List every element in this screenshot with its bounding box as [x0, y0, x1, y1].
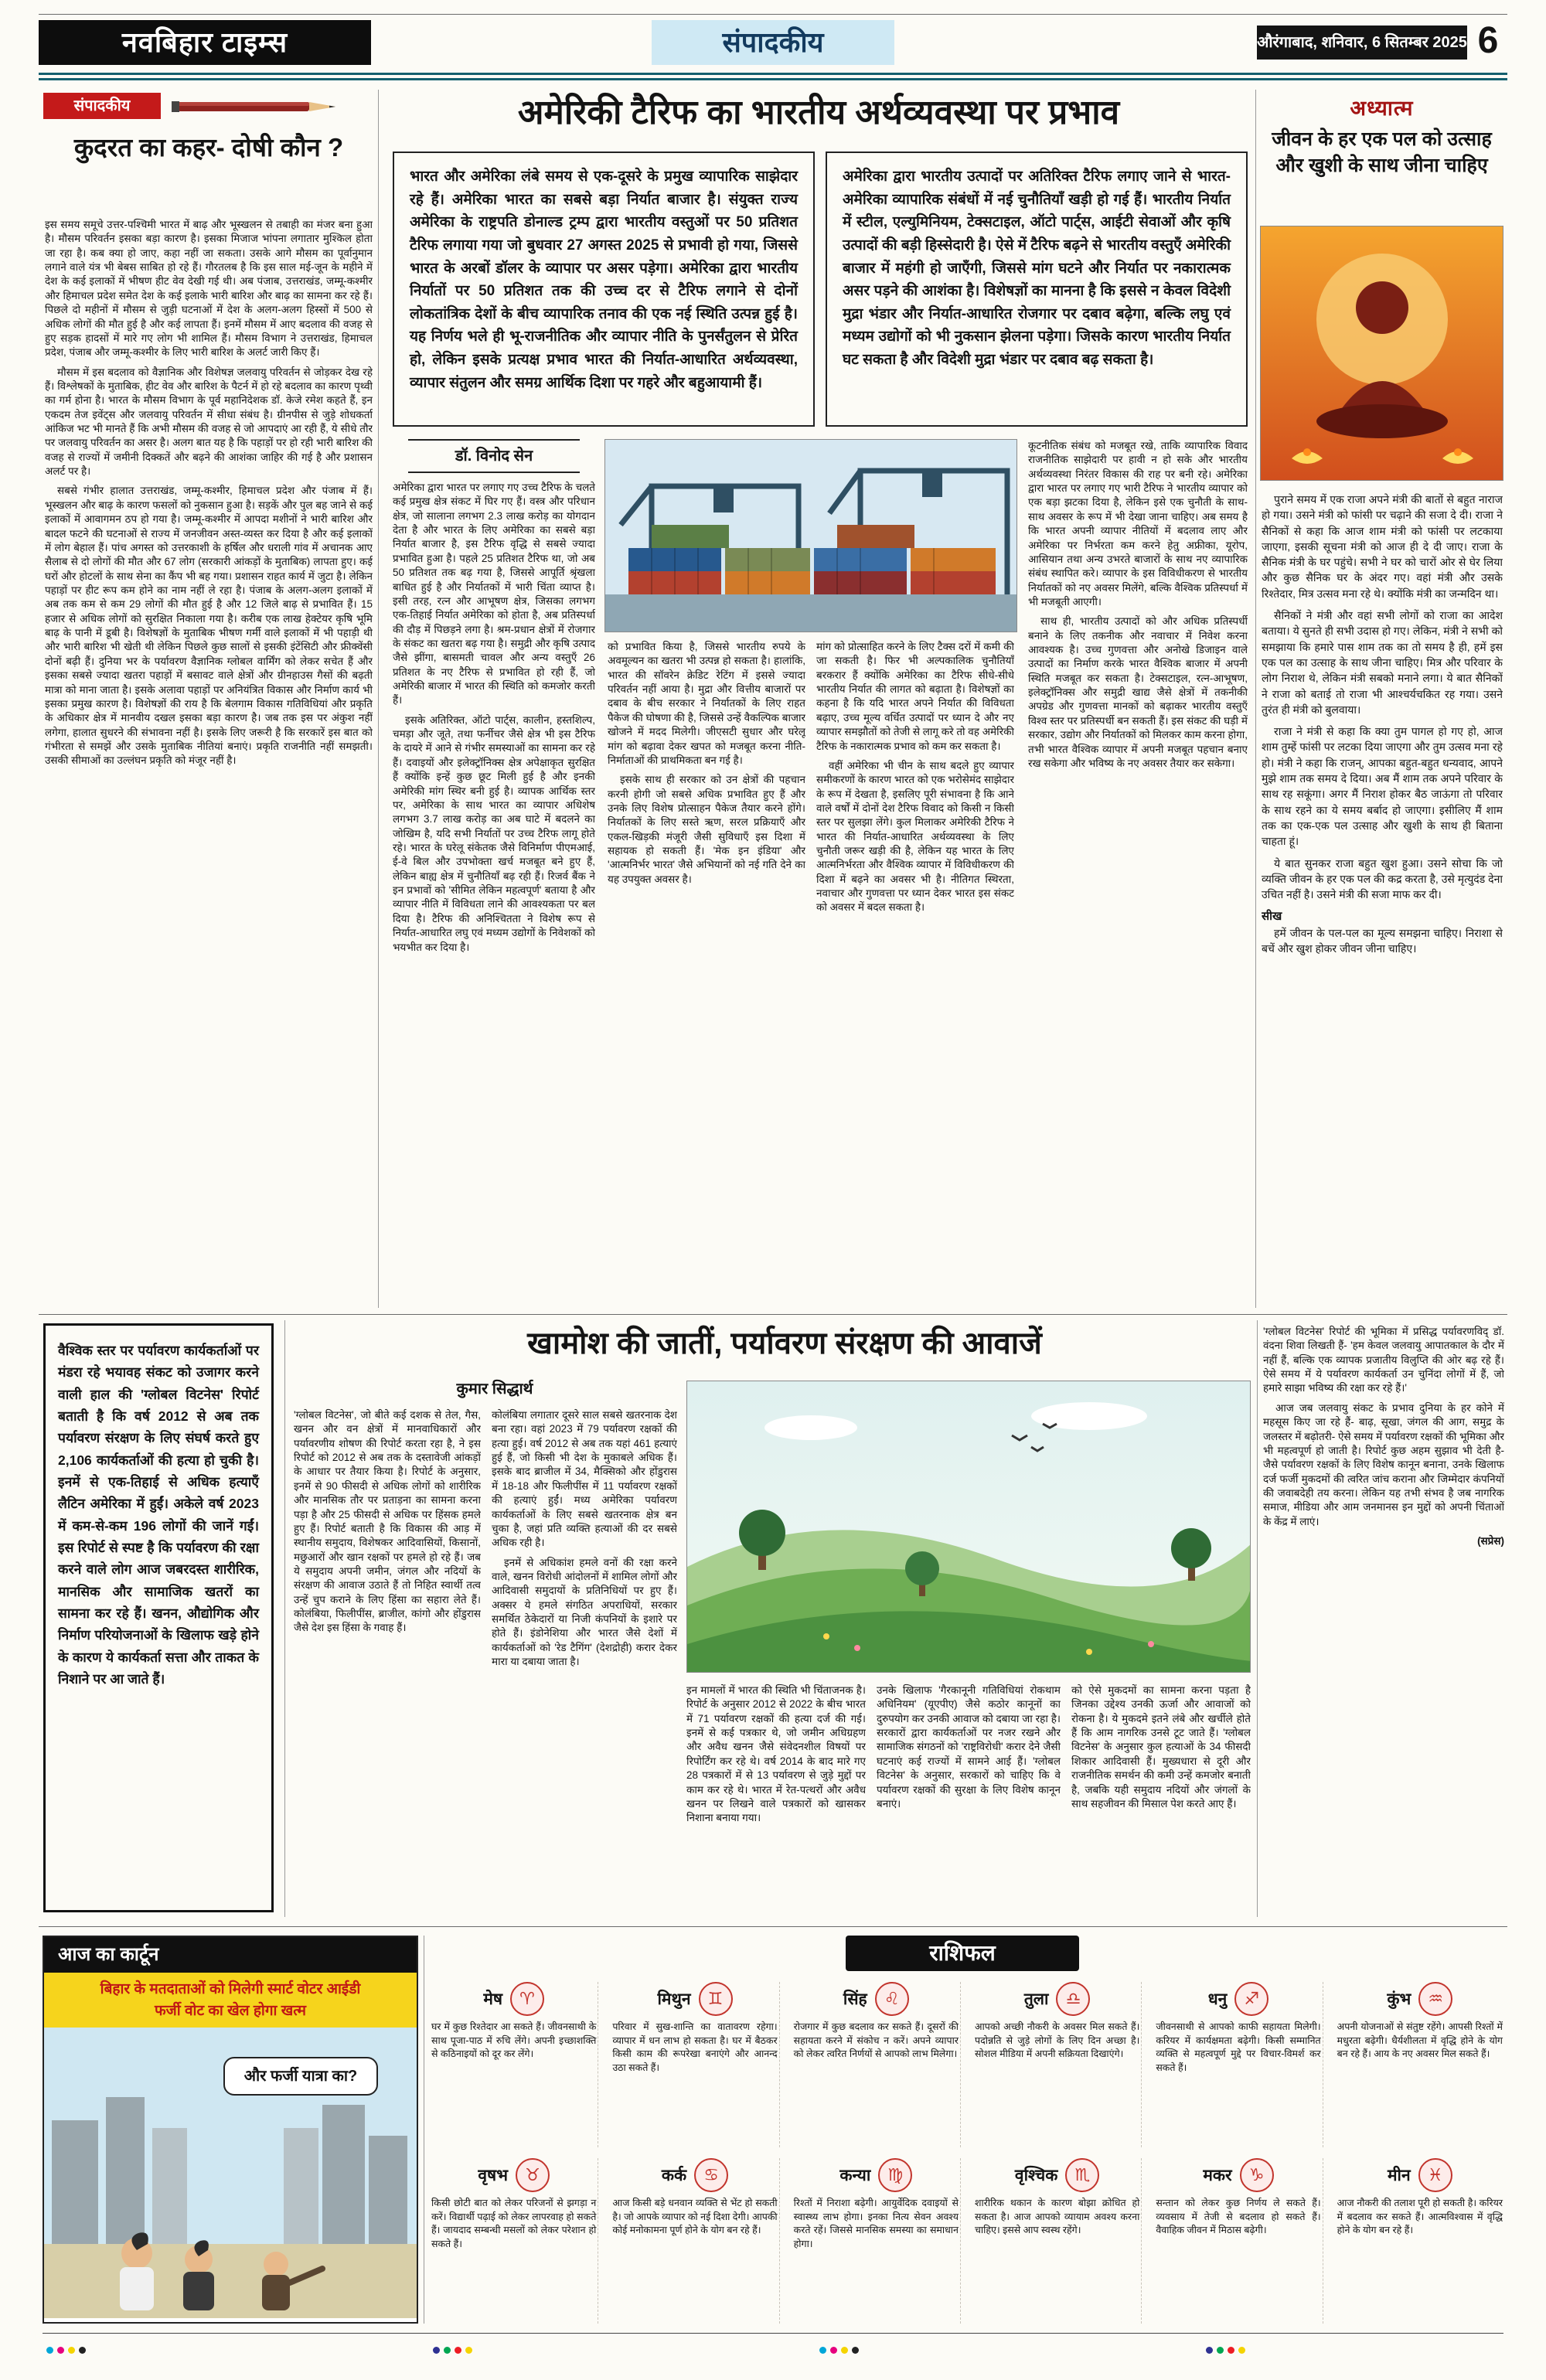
- spiritual-illustration: [1261, 226, 1503, 481]
- zodiac-text: अपनी योजनाओं से संतुष्ट रहेंगे। आपसी रिश्तों में मधुरता बढ़ेगी। धैर्यशीलता में वृद्धि होने के योग बन रहे हैं। आय के नए अवसर मिल सकते हैं।: [1337, 2021, 1503, 2059]
- paragraph: मांग को प्रोत्साहित करने के लिए टैक्स दरों में कमी की जा सकती है। फिर भी अल्पकालिक चुनौतियाँ बरकरार हैं क्योंकि अमेरिका का टैरिफ सीधे-सीधे भारतीय निर्यात की लागत को बढ़ाता है। विशेषज्ञों का कहना है कि यदि भारत अपने निर्यात की विविधता बढ़ाए, उच्च मूल्य वर्धित उत्पादों पर ध्यान दे और नए व्यापार समझौतों को तेजी से लागू करे तो वह अमेरिकी टैरिफ के नकारात्मक प्रभाव को कम कर सकता है।: [816, 641, 1014, 752]
- zodiac-name: वृषभ: [478, 2167, 508, 2184]
- zodiac-text: सन्तान को लेकर कुछ निर्णय ले सकते हैं। व्यवसाय में तेजी से बदलाव हो सकते हैं। वैवाहिक जीवन में मिठास बढ़ेगी।: [1156, 2198, 1321, 2235]
- cartoon-banner: [44, 1973, 417, 2028]
- zodiac-cell-meen: [1336, 2158, 1504, 2324]
- zodiac-name: मेष: [483, 1990, 503, 2008]
- zodiac-text: शारीरिक थकान के कारण बोझा क्रोधित हो सकता है। आज आपको व्यायाम अवश्य करना चाहिए। इससे आप स्वस्थ रहेंगे।: [974, 2198, 1140, 2235]
- page-number: 6: [1477, 20, 1499, 61]
- cartoon-banner-line1: बिहार के मतदाताओं को मिलेगी स्मार्ट वोटर आईडी: [100, 1981, 361, 1997]
- paragraph: कोलंबिया लगातार दूसरे साल सबसे खतरनाक देश बना रहा। वहां 2023 में 79 पर्यावरण रक्षकों की हत्या हुई। वर्ष 2012 से अब तक यहां 461 हत्याएं हुई हैं, जो किसी भी देश के मुकाबले अधिक हैं। इसके बाद ब्राजील में 34, मैक्सिको और होंडुरास में 18-18 और फिलीपींस में 11 पर्यावरण रक्षकों की हत्याएं हुईं। मध्य अमेरिका पर्यावरण कार्यकर्ताओं के लिए सबसे खतरनाक क्षेत्र बन चुका है, जहां प्रति व्यक्ति हत्याओं की दर सबसे अधिक रही है।: [492, 1409, 677, 1549]
- left-article-body: [45, 218, 373, 1294]
- main-intro-right: अमेरिका द्वारा भारतीय उत्पादों पर अतिरिक्त टैरिफ लगाए जाने से भारत-अमेरिका व्यापारिक संबंधों में नई चुनौतियाँ खड़ी हो गई हैं। भारतीय निर्यात में स्टील, एल्युमिनियम, टेक्सटाइल, ऑटो पार्ट्स, आईटी सेवाओं और कृषि उत्पादों की बड़ी हिस्सेदारी है। ऐसे में टैरिफ बढ़ने से भारतीय वस्तुएँ अमेरिकी बाजार में महंगी हो जाएँगी, जिससे मांग घटने और निर्यात पर नकारात्मक असर पड़ने की आशंका है। विशेषज्ञों का मानना है कि इससे न केवल विदेशी मुद्रा भंडार और निर्यात-आधारित रोजगार पर दबाव बढ़ेगा, बल्कि लघु एवं मध्यम उद्योगों को भी नुकसान झेलना पड़ेगा। जिसके कारण भारतीय निर्यात घट सकता है और विदेशी मुद्रा भंडार पर दबाव बढ़ सकता है।: [826, 152, 1248, 427]
- zodiac-name: तुला: [1023, 1990, 1049, 2008]
- main-column-2: [608, 640, 805, 1303]
- landscape-illustration: [687, 1381, 1251, 1673]
- paragraph: इस समय समूचे उत्तर-पश्चिमी भारत में बाढ़ और भूस्खलन से तबाही का मंजर बना हुआ है। मौसम परिवर्तन इसका बड़ा कारण है। इसका मिजाज भांपना लगातार मुश्किल होता जा रहा है। कब क्या हो जाए, कहा नहीं जा सकता। उसके आगे मौसम का पूर्वानुमान लगाने वाले यंत्र भी बेबस साबित हो रहे हैं। गौरतलब है कि इस साल मई-जून के महीने में देश के कई इलाकों में भीषण हीट वेव देखी गई थी। अब पंजाब, उत्तराखंड, जम्मू-कश्मीर और हिमाचल प्रदेश समेत देश के कई इलाके भारी बारिश और बाढ़ का सामना कर रहे हैं। पिछले दो महीनों में मौसम से जुड़ी घटनाओं में देश के अलग-अलग हिस्सों में 500 से अधिक लोगों की मौत हुई है और कई लापता हैं। इनमें मौसम में आए बदलाव की वजह से हुए सड़क हादसों में मारे गए लोग भी शामिल हैं। मौसम विभाग ने उत्तराखंड, हिमाचल प्रदेश, पंजाब और जम्मू-कश्मीर के लिए भारी बारिश के अलर्ट जारी किए हैं।: [45, 219, 373, 359]
- virgo-icon: ♍: [878, 2158, 912, 2192]
- cancer-icon: ♋: [694, 2158, 728, 2192]
- spiritual-headline: जीवन के हर एक पल को उत्साह और खुशी के साथ जीना चाहिए: [1272, 128, 1492, 176]
- zodiac-cell-mithun: [611, 1982, 779, 2147]
- env-column-f: [1071, 1684, 1251, 1912]
- column-rule: [378, 90, 379, 1308]
- paragraph: इनमें से अधिकांश हमले वनों की रक्षा करने वाले, खनन विरोधी आंदोलनों में शामिल लोगों और आदिवासी समुदायों के प्रतिनिधियों पर हुए हैं। अक्सर ये हमले संगठित अपराधियों, सरकार समर्थित ठेकेदारों या निजी कंपनियों के इशारे पर होते हैं। इंडोनेशिया और भारत जैसे देशों में कार्यकर्ताओं को 'रेड टैगिंग' (देशद्रोही) करार देकर मारा या दबाया जाता है।: [492, 1556, 677, 1668]
- zodiac-cell-vrishchik: [973, 2158, 1142, 2324]
- sagittarius-icon: ♐: [1234, 1982, 1268, 2016]
- env-column-d: [686, 1684, 866, 1912]
- column-rule: [1257, 1320, 1258, 1917]
- moral-label: सीख: [1262, 910, 1282, 924]
- zodiac-name: कर्क: [661, 2167, 687, 2184]
- zodiac-cell-kumbh: [1336, 1982, 1504, 2147]
- paragraph: वहीं अमेरिका भी चीन के साथ बदले हुए व्यापार समीकरणों के कारण भारत को एक भरोसेमंद साझेदार के रूप में देखता है, इसलिए पूरी संभावना है कि आने वाले वर्षों में दोनों देश टैरिफ विवाद को किसी न किसी स्तर पर सुलझा लेंगे। कुल मिलाकर अमेरिकी टैरिफ ने भारत की निर्यात-आधारित अर्थव्यवस्था के लिए चुनौती जरूर खड़ी की है, लेकिन यह भारत के लिए आत्मनिर्भरता और वैश्विक व्यापार में विविधीकरण की दिशा में बढ़ने का अवसर भी है। नीतिगत स्थिरता, नवाचार और गुणवत्ता पर ध्यान देकर भारत इस संकट को अवसर में बदल सकता है।: [816, 759, 1014, 914]
- paragraph: सबसे गंभीर हालात उत्तराखंड, जम्मू-कश्मीर, हिमाचल प्रदेश और पंजाब में हैं। भूस्खलन और बाढ़ के कारण फसलों को नुकसान हुआ है। सड़कें और पुल बह जाने से कई इलाकों में आवागमन ठप हो गया है। जम्मू-कश्मीर में आपदा मशीनों ने भारी बारिश और बादल फटने की घटनाओं से राज्य में जनजीवन अस्त-व्यस्त कर दिया है और कई इलाकों में लोग बेहाल हैं। पांच अगस्त को उत्तरकाशी के हर्षिल और धराली गांव में अचानक आए सैलाब से दो लोगों की मौत और 67 लोग (सरकारी आंकड़ों के मुताबिक) लापता हुए। कई घरों और होटलों के साथ सेना का कैंप भी बह गया। प्रशासन राहत कार्य में जुटा है। लेकिन पहाड़ों पर हीट रूप कम होने का नाम नहीं ले रहा है। पंजाब के अलग-अलग इलाकों में अब तक कम से कम 29 लोगों की मौत हुई है और 12 जिले बाढ़ से प्रभावित हैं। 15 हजार से अधिक लोगों को सुरक्षित निकाला गया है। करीब एक लाख हेक्टेयर कृषि भूमि बाढ़ के पानी में डूबी है। विशेषज्ञों के मुताबिक भीषण गर्मी वाले इलाकों में भी पहाड़ी थी और भारी बारिश भी खेती थी लेकिन पिछले कुछ सालों से इसकी इंटेंसिटी और फ्रीक्वेंसी दोनों बढ़ी हैं। दुनिया भर के पर्यावरण वैज्ञानिक ग्लोबल वार्मिंग को लेकर सचेत हैं और इसका सबसे ज्यादा खतरा पहाड़ों में बसावट वाले क्षेत्रों और ग्रीनहाउस गैसों की बढ़ती मात्रा को माना जाता है। इसके अलावा पहाड़ों पर अनियंत्रित विकास और निर्माण कार्य भी इसका प्रमुख कारण है। विशेषज्ञों की राय है कि बेलगाम विकास गतिविधियां और प्रकृति के अधिकार क्षेत्र में मानवीय दखल इसका बड़ा कारण है। जब तक इस पर अंकुश नहीं लगेगा, हालात सुधरने की संभावना नहीं है। इसके लिए जरूरी है कि सरकारें इस बात को गंभीरता से समझें और उसके मुताबिक नीतियां बनाएं। प्रकृति राजनीति नहीं समझती। उसकी सीमाओं का उल्लंघन प्रकृति को मंजूर नहीं है।: [45, 485, 373, 767]
- zodiac-name: सिंह: [843, 1990, 867, 2008]
- moral-text: हमें जीवन के पल-पल का मूल्य समझना चाहिए। निराशा से बचें और खुश होकर जीवन जीना चाहिए।: [1262, 927, 1503, 955]
- section-label: संपादकीय: [652, 20, 894, 65]
- pisces-icon: ♓: [1418, 2158, 1452, 2192]
- env-headline: खामोश की जातीं, पर्यावरण संरक्षण की आवाजें: [527, 1326, 1042, 1360]
- paragraph: अमेरिका द्वारा भारत पर लगाए गए उच्च टैरिफ के चलते कई प्रमुख क्षेत्र संकट में घिर गए हैं। वस्त्र और परिधान क्षेत्र, जो सालाना लगभग 2.3 लाख करोड़ का योगदान देता है और भारत के लिए अमेरिका का सबसे बड़ा निर्यात बाजार है, इस टैरिफ वृद्धि से सबसे ज्यादा प्रभावित हुआ है। पहले 25 प्रतिशत टैरिफ था, जो अब 50 प्रतिशत तक बढ़ गया है, जिससे आपूर्ति श्रृंखला बाधित हुई है और निर्यातकों में भारी चिंता व्याप्त है। इसी तरह, रत्न और आभूषण क्षेत्र, जिसका लगभग एक-तिहाई निर्यात अमेरिका को होता है, अब प्रतिस्पर्धा की दौड़ में पिछड़ने लगा है। श्रम-प्रधान क्षेत्रों में रोजगार के संकट का खतरा बढ़ गया है। समुद्री और कृषि उत्पाद जैसे झींगा, बासमती चावल और अन्य वस्तुएँ 26 प्रतिशत के नए टैरिफ से प्रभावित हो रही हैं, जो अमेरिकी बाजार में भारत की स्थिति को कमजोर करती हैं।: [393, 482, 595, 707]
- paragraph: इसके अतिरिक्त, ऑटो पार्ट्स, कालीन, हस्तशिल्प, चमड़ा और जूते, तथा फर्नीचर जैसे क्षेत्र भी इस टैरिफ के दायरे में आने से गंभीर समस्याओं का सामना कर रहे हैं। दवाइयों और इलेक्ट्रॉनिक्स क्षेत्र अपेक्षाकृत सुरक्षित हैं क्योंकि इन्हें कुछ छूट मिली हुई है और इनकी अमेरिकी मांग स्थिर बनी हुई है। व्यापक आर्थिक स्तर पर, अमेरिका के साथ भारत का व्यापार अधिशेष लगभग 3.7 लाख करोड़ का अब घाटे में बदलने का जोखिम है, यदि सभी निर्यातों पर उच्च टैरिफ लागू होते रहे। भारत के घरेलू संकेतक जैसे विनिर्माण पीएमआई, ई-वे बिल और उपभोक्ता खर्च मजबूत बने हुए हैं, लेकिन बाह्य क्षेत्र में चुनौतियाँ बढ़ रही हैं। रिजर्व बैंक ने इन प्रभावों को 'सीमित लेकिन महत्वपूर्ण' बताया है और व्यापार नीति में विविधता लाने की आवश्यकता पर बल दिया है। टैरिफ की अनिश्चितता ने विशेष रूप से निर्यात-आधारित लघु एवं मध्यम उद्योगों के निवेशकों को भयभीत कर दिया है।: [393, 713, 595, 953]
- zodiac-cell-kanya: [792, 2158, 961, 2324]
- section-divider: [39, 1926, 1507, 1927]
- pencil-icon: [170, 93, 356, 119]
- zodiac-name: कन्या: [839, 2167, 871, 2184]
- paragraph: मौसम में इस बदलाव को वैज्ञानिक और विशेषज्ञ जलवायु परिवर्तन से जोड़कर देख रहे हैं। विश्लेषकों के मुताबिक, हीट वेव और बारिश के पैटर्न में हो रहे बदलाव का कारण पृथ्वी का गर्म होना है। भारत के मौसम विभाग के पूर्व महानिदेशक डॉ. केजे रमेश कहते हैं, इन एकदम तेज इवेंट्स और जलवायु परिवर्तन में सीधा संबंध है। ग्रीनपीस से जुड़े शोधकर्ता आंकिज भट भी मानते हैं कि अभी मौसम की वजह से जो आपदाएं आ रही हैं, ये सीधे तौर पर जलवायु परिवर्तन का असर है। अलग बात यह है कि पहाड़ों पर हो रही भारी बारिश की वजह से राज्यों में जमीनी दिक्कतें और बढ़ने की आशंका जाहिर की गई है और प्रशासन अलर्ट पर है।: [45, 366, 373, 478]
- paragraph: उनके खिलाफ 'गैरकानूनी गतिविधियां रोकथाम अधिनियम' (यूएपीए) जैसे कठोर कानूनों का दुरुपयोग कर उनकी आवाज को दबाया जा रहा है। सरकारों द्वारा कार्यकर्ताओं पर नजर रखने और सामाजिक संगठनों को 'राष्ट्रविरोधी' करार देने जैसी घटनाएं कई राज्यों में सामने आई हैं। 'ग्लोबल विटनेस' के अनुसार, सरकारों को चाहिए कि वे पर्यावरण रक्षकों की सुरक्षा के लिए विशेष कानून बनाएं।: [877, 1684, 1061, 1810]
- cartoon-banner-line2: फर्जी वोट का खेल होगा खत्म: [155, 2002, 306, 2019]
- column-rule: [284, 1320, 285, 1917]
- editorial-tag: संपादकीय: [43, 93, 161, 119]
- env-byline: कुमार सिद्धार्थ: [456, 1381, 533, 1398]
- main-headline: अमेरिकी टैरिफ का भारतीय अर्थव्यवस्था पर प्रभाव: [517, 94, 1120, 131]
- cartoon-scene-wrap: [44, 2028, 417, 2318]
- zodiac-text: आज नौकरी की तलाश पूरी हो सकती है। करियर में बदलाव कर सकते हैं। आत्मविश्वास में वृद्धि होने के योग बन रहे हैं।: [1337, 2198, 1503, 2235]
- port-photo: [604, 439, 1017, 632]
- left-article-headline: कुदरत का कहर- दोषी कौन ?: [73, 133, 344, 162]
- main-column-4: [1028, 439, 1248, 1303]
- zodiac-name: मकर: [1203, 2167, 1232, 2184]
- print-registration-marks: [433, 2344, 476, 2358]
- section-divider: [39, 1314, 1507, 1315]
- cartoon-label: आज का कार्टून: [44, 1937, 417, 1973]
- main-column-3: [816, 640, 1014, 1303]
- zodiac-text: आज किसी बड़े धनवान व्यक्ति से भेंट हो सकती है। जो आपके व्यापार को नई दिशा देगी। आपकी कोई मनोकामना पूर्ण होने के योग बन रहे हैं।: [612, 2198, 778, 2235]
- paragraph: को प्रभावित किया है, जिससे भारतीय रुपये के अवमूल्यन का खतरा भी उत्पन्न हो सकता है। हालांकि, भारत की सॉवरेन क्रेडिट रेटिंग में इससे ज्यादा परिवर्तन नहीं आया है। मुद्रा और वित्तीय बाजारों पर दबाव के बीच सरकार ने निर्यातकों के लिए राहत पैकेज की घोषणा की है, जिससे उन्हें वैकल्पिक बाजार खोजने में मदद मिलेगी। जीएसटी सुधार और घरेलू मांग को बढ़ावा देकर खपत को मजबूत करना नीति-निर्माताओं की प्राथमिकता बन गई है।: [608, 641, 805, 766]
- print-registration-marks: [1206, 2344, 1249, 2358]
- zodiac-cell-makar: [1154, 2158, 1323, 2324]
- masthead: नवबिहार टाइम्स: [39, 20, 371, 65]
- paragraph: ये बात सुनकर राजा बहुत खुश हुआ। उसने सोचा कि जो व्यक्ति जीवन के हर एक पल की कद्र करता है, उसे मृत्युदंड देना उचित नहीं है। उसने मंत्री की सजा माफ कर दी।: [1262, 856, 1503, 901]
- env-column-a: [294, 1408, 481, 1912]
- zodiac-text: किसी छोटी बात को लेकर परिजनों से झगड़ा न करें। विद्यार्थी पढ़ाई को लेकर लापरवाह हो सकते हैं। जायदाद सम्बन्धी मसलों को लेकर परेशान हो सकते हैं।: [431, 2198, 597, 2249]
- paragraph: इसके साथ ही सरकार को उन क्षेत्रों की पहचान करनी होगी जो सबसे अधिक प्रभावित हुए हैं और उनके लिए विशेष प्रोत्साहन पैकेज तैयार करने होंगे। निर्यातकों के लिए सस्ते ऋण, सरल प्रक्रियाएँ और एकल-खिड़की मंजूरी जैसी सुविधाएँ इस दिशा में सहायक हो सकती हैं। 'मेक इन इंडिया' और 'आत्मनिर्भर भारत' जैसे अभियानों को नई गति देने का यह उपयुक्त अवसर है।: [608, 774, 805, 885]
- main-column-1: [393, 439, 595, 1303]
- spiritual-body: [1262, 492, 1503, 1302]
- paragraph: साथ ही, भारतीय उत्पादों को और अधिक प्रतिस्पर्धी बनाने के लिए तकनीक और नवाचार में निवेश करना आवश्यक है। उच्च गुणवत्ता और अनोखे डिजाइन वाले उत्पादों का निर्माण करके भारत वैश्विक बाजार में अपनी स्थिति मजबूत कर सकता है। टेक्सटाइल, रत्न-आभूषण, इलेक्ट्रॉनिक्स और समुद्री खाद्य जैसे क्षेत्रों में तकनीकी अपग्रेड और गुणवत्ता मानकों को बढ़ाकर भारतीय वस्तुएँ विश्व स्तर पर प्रतिस्पर्धी बन सकती हैं। इस संकट की घड़ी में सरकार, उद्योग और निर्यातकों को मिलकर काम करना होगा, तभी भारत वैश्विक व्यापार में अपनी मजबूत पहचान बनाए रख सकेगा और भविष्य के नए अवसर तैयार कर सकेगा।: [1028, 615, 1248, 769]
- zodiac-name: मिथुन: [657, 1990, 691, 2008]
- header-double-rule: [39, 73, 1507, 80]
- zodiac-text: आपको अच्छी नौकरी के अवसर मिल सकते हैं। पदोन्नति से जुड़े लोगों के लिए दिन अच्छा है। सोशल मीडिया में अपनी सक्रियता दिखाएंगे।: [974, 2021, 1140, 2059]
- footer-rule: [43, 2333, 1503, 2334]
- print-registration-marks: [46, 2344, 90, 2358]
- zodiac-cell-singh: [792, 1982, 961, 2147]
- paragraph: 'ग्लोबल विटनेस', जो बीते कई दशक से तेल, गैस, खनन और वन क्षेत्रों में मानवाधिकारों और पर्यावरणीय शोषण की रिपोर्ट करता रहा है, ने इस रिपोर्ट को 2012 से अब तक के दस्तावेजी आंकड़ों के आधार पर तैयार किया है। रिपोर्ट के अनुसार, इनमें से 90 फीसदी से अधिक लोगों को शारीरिक और मानसिक तौर पर प्रताड़ना का सामना करना पड़ा है और 25 फीसदी से अधिक पर हिंसक हमले हुए हैं। रिपोर्ट बताती है कि विकास की आड़ में स्थानीय समुदाय, विशेषकर आदिवासियों, किसानों, मछुआरों और खान रक्षकों पर हमले हो रहे हैं। जब ये समुदाय अपनी जमीन, जंगल और नदियों के संरक्षण की आवाज उठाते हैं तो निहित स्वार्थी तत्व उन्हें चुप कराने के लिए हिंसा का सहारा लेते हैं। कोलंबिया, फिलीपींस, ब्राजील, कांगो और होंडुरास जैसे देश इस हिंसा के गवाह हैं।: [294, 1409, 481, 1634]
- landscape-photo: [686, 1381, 1251, 1673]
- libra-icon: ♎: [1056, 1982, 1090, 2016]
- main-byline: डॉ. विनोद सेन: [408, 439, 580, 473]
- zodiac-text: रिश्तों में निराशा बढ़ेगी। आयुर्वेदिक दवाइयों से स्वास्थ्य लाभ होगा। इनका नित्य सेवन अवश्य करते रहें। जिससे मानसिक समस्या का समाधान होगा।: [793, 2198, 959, 2249]
- env-column-b: [492, 1408, 677, 1912]
- spiritual-tag: अध्यात्म: [1350, 97, 1414, 120]
- paragraph: कूटनीतिक संबंध को मजबूत रखे, ताकि व्यापारिक विवाद राजनीतिक साझेदारी पर हावी न हो सके और भारतीय अर्थव्यवस्था निरंतर विकास की राह पर बनी रहे। अमेरिका द्वारा भारत पर लगाए गए भारी टैरिफ ने भारतीय व्यापार को एक बड़ा झटका दिया है, लेकिन इसे एक चुनौती के साथ-साथ अवसर के रूप में भी देखा जाना चाहिए। अब समय है कि भारत अपनी व्यापार नीतियों में बदलाव लाए और अमेरिका पर निर्भरता कम करने हेतु अफ्रीका, यूरोप, आसियान तथा अन्य उभरते बाजारों के साथ नए व्यापारिक संबंध स्थापित करे। व्यापार के इस विविधीकरण से भारतीय निर्यातकों को नए अवसर मिलेंगे, बल्कि वैश्विक प्रतिस्पर्धा में भी मजबूती आएगी।: [1028, 440, 1248, 608]
- paragraph: इन मामलों में भारत की स्थिति भी चिंताजनक है। रिपोर्ट के अनुसार 2012 से 2022 के बीच भारत में 71 पर्यावरण रक्षकों की हत्या दर्ज की गई। इनमें से कई पत्रकार थे, जो जमीन अधिग्रहण और अवैध खनन जैसे संवेदनशील विषयों पर रिपोर्टिंग कर रहे थे। वर्ष 2014 के बाद मारे गए 28 पत्रकारों में से 13 पर्यावरण से जुड़े मुद्दों पर काम कर रहे थे। भारत में रेत-पत्थरों और अवैध खनन पर लिखने वाले पत्रकारों को खासकर निशाना बनाया गया।: [686, 1684, 866, 1824]
- zodiac-text: रोजगार में कुछ बदलाव कर सकते हैं। दूसरों की सहायता करने में संकोच न करें। अपने व्यापार को लेकर त्वरित निर्णयों से आपको लाभ मिलेगा।: [793, 2021, 959, 2059]
- zodiac-name: मीन: [1387, 2167, 1411, 2184]
- env-column-right: [1263, 1325, 1504, 1912]
- paragraph: आज जब जलवायु संकट के प्रभाव दुनिया के हर कोने में महसूस किए जा रहे हैं- बाढ़, सूखा, जंगल की आग, समुद्र के जलस्तर में बढ़ोतरी- ऐसे समय में पर्यावरण रक्षकों की भूमिका और भी महत्वपूर्ण हो जाती है। रिपोर्ट कुछ अहम सुझाव भी देती है- जैसे पर्यावरण रक्षकों के लिए विशेष कानून बनाना, उनके खिलाफ दर्ज फर्जी मुकदमों की त्वरित जांच कराना और जिम्मेदार कंपनियों की जवाबदेही तय करना। लेकिन यह तभी संभव है जब नागरिक समाज, मीडिया और आम जनमानस इन मुद्दों को अपनी चिंताओं के केंद्र में लाएं।: [1263, 1401, 1504, 1527]
- scorpio-icon: ♏: [1065, 2158, 1099, 2192]
- container-port-illustration: [605, 440, 1017, 632]
- env-credit: (सप्रेस): [1477, 1535, 1504, 1548]
- cartoon-speech-bubble: और फर्जी यात्रा का?: [223, 2057, 378, 2096]
- paragraph: राजा ने मंत्री से कहा कि क्या तुम पागल हो गए हो, आज शाम तुम्हें फांसी पर लटका दिया जाएगा और तुम उत्सव मना रहे हो। मंत्री ने कहा कि राजन्, आपका बहुत-बहुत धन्यवाद, आपने मुझे शाम तक समय दे दिया। अब मैं शाम तक अपने परिवार के साथ रह सकूंगा। अगर मैं निराश होकर बैठ जाऊंगा तो परिवार के साथ रहने का ये समय बर्बाद हो जाएगा। इसीलिए मैं शाम तक का एक-एक पल उत्साह और खुशी के साथ ही बिताना चाहता हूं।: [1262, 725, 1503, 848]
- zodiac-text: घर में कुछ रिश्तेदार आ सकते हैं। जीवनसाथी के साथ पूजा-पाठ में रुचि लेंगे। अपनी इच्छाशक्ति से कठिनाइयों को दूर कर लेंगे।: [431, 2021, 597, 2059]
- zodiac-cell-dhanu: [1154, 1982, 1323, 2147]
- zodiac-name: वृश्चिक: [1014, 2167, 1058, 2184]
- env-column-e: [877, 1684, 1061, 1912]
- aries-icon: ♈: [510, 1982, 544, 2016]
- print-registration-marks: [819, 2344, 863, 2358]
- aquarius-icon: ♒: [1418, 1982, 1452, 2016]
- zodiac-cell-vrishabh: [430, 2158, 598, 2324]
- spiritual-photo: [1260, 226, 1503, 481]
- taurus-icon: ♉: [516, 2158, 550, 2192]
- zodiac-name: कुंभ: [1387, 1990, 1411, 2008]
- zodiac-text: जीवनसाथी से आपको काफी सहायता मिलेगी। करियर में कार्यक्षमता बढ़ेगी। किसी सम्मानित व्यक्ति से महत्वपूर्ण मुद्दे पर विचार-विमर्श कर सकते हैं।: [1156, 2021, 1321, 2073]
- zodiac-cell-mesh: [430, 1982, 598, 2147]
- main-intro-left: भारत और अमेरिका लंबे समय से एक-दूसरे के प्रमुख व्यापारिक साझेदार रहे हैं। अमेरिका भारत का सबसे बड़ा निर्यात बाजार है। संयुक्त राज्य अमेरिका के राष्ट्रपति डोनाल्ड ट्रम्प द्वारा भारतीय वस्तुओं पर 50 प्रतिशत टैरिफ लगाया गया जो बुधवार 27 अगस्त 2025 से प्रभावी हो गया, जिससे भारत के अरबों डॉलर के व्यापार पर असर पड़ेगा। अमेरिका द्वारा भारतीय निर्यातों पर 50 प्रतिशत तक की उच्च दर से टैरिफ लगाने से दोनों लोकतांत्रिक देशों के बीच व्यापारिक तनाव की एक नई स्थिति उत्पन्न हुई है। यह निर्णय भले ही भू-राजनीतिक और व्यापार नीति के पुनर्संतुलन से प्रेरित हो, लेकिन इसके प्रत्यक्ष प्रभाव भारत की निर्यात-आधारित अर्थव्यवस्था, व्यापार संतुलन और समग्र आर्थिक दिशा पर गहरे और बहुआयामी हैं।: [393, 152, 815, 427]
- leo-icon: ♌: [875, 1982, 909, 2016]
- env-highlight-box: वैश्विक स्तर पर पर्यावरण कार्यकर्ताओं पर मंडरा रहे भयावह संकट को उजागर करने वाली हाल की 'ग्लोबल विटनेस' रिपोर्ट बताती है कि वर्ष 2012 से अब तक पर्यावरण संरक्षण के लिए संघर्ष करते हुए 2,106 कार्यकर्ताओं की हत्या हो चुकी है। इनमें से एक-तिहाई से अधिक हत्याएँ लैटिन अमेरिका में हुईं। अकेले वर्ष 2023 में कम-से-कम 196 लोगों की जानें गईं। इस रिपोर्ट से स्पष्ट है कि पर्यावरण की रक्षा करने वाले लोग आज जबरदस्त शारीरिक, मानसिक और सामाजिक खतरों का सामना कर रहे हैं। खनन, औद्योगिक और निर्माण परियोजनाओं के खिलाफ खड़े होने के कारण ये कार्यकर्ता सत्ता और ताकत के निशाने पर आ जाते हैं।: [43, 1323, 274, 1912]
- gemini-icon: ♊: [699, 1982, 733, 2016]
- paragraph: को ऐसे मुकदमों का सामना करना पड़ता है जिनका उद्देश्य उनकी ऊर्जा और आवाजों को रोकना है। ये मुकदमे इतने लंबे और खर्चीले होते हैं कि आम नागरिक उनसे टूट जाते हैं। 'ग्लोबल विटनेस' के अनुसार कुल हत्याओं के 34 फीसदी शिकार आदिवासी हैं। मुख्यधारा से दूरी और राजनीतिक समर्थन की कमी उन्हें कमजोर बनाती है, जबकि यही समुदाय नदियों और जंगलों के साथ सहजीवन की मिसाल पेश करते आए हैं।: [1071, 1684, 1251, 1810]
- zodiac-cell-tula: [973, 1982, 1142, 2147]
- header-top-rule: [39, 14, 1507, 15]
- zodiac-text: परिवार में सुख-शान्ति का वातावरण रहेगा। व्यापार में धन लाभ हो सकता है। घर में बैठकर किसी काम की रूपरेखा बनाएंगे और आनन्द उठा सकते हैं।: [612, 2021, 778, 2073]
- horoscope-label: राशिफल: [846, 1936, 1079, 1971]
- column-rule: [1255, 90, 1256, 1308]
- cartoon-box: [43, 1936, 418, 2324]
- paragraph: पुराने समय में एक राजा अपने मंत्री की बातों से बहुत नाराज हो गया। उसने मंत्री को फांसी पर चढ़ाने की सजा दे दी। राजा ने सैनिकों से कहा कि आज शाम मंत्री को फांसी पर लटकाया जाएगा, इसकी सूचना मंत्री को आज ही दे दी जाए। राजा के सैनिक मंत्री के घर पहुंचे। सभी ने घर को चारों ओर से घेर लिया और कुछ सैनिक घर के अंदर गए। वहां मंत्री और उसके रिश्तेदार, मित्र उत्सव मना रहे थे। क्योंकि मंत्री का जन्मदिन था।: [1262, 493, 1503, 600]
- horoscope-grid: [430, 1982, 1504, 2324]
- capricorn-icon: ♑: [1240, 2158, 1274, 2192]
- dateline: औरंगाबाद, शनिवार, 6 सितम्बर 2025: [1257, 26, 1467, 60]
- zodiac-cell-kark: [611, 2158, 779, 2324]
- paragraph: सैनिकों ने मंत्री और वहां सभी लोगों को राजा का आदेश बताया। ये सुनते ही सभी उदास हो गए। लेकिन, मंत्री ने सभी को समझाया कि हमारे पास शाम तक का तो समय है ही, हमें इस एक पल का उत्साह के साथ जीना चाहिए। मित्र और परिवार के लोग निराश थे, लेकिन मंत्री सबको मनाने लगा। ये बात सैनिकों ने राजा को बताई तो राजा भी आश्चर्यचकित रह गया। उसने तुरंत ही मंत्री को बुलवाया।: [1262, 609, 1503, 716]
- paragraph: 'ग्लोबल विटनेस' रिपोर्ट की भूमिका में प्रसिद्ध पर्यावरणविद् डॉ. वंदना शिवा लिखती हैं- 'हम केवल जलवायु आपातकाल के दौर में नहीं हैं, बल्कि एक व्यापक प्रजातीय विलुप्ति की ओर बढ़ रहे हैं। ऐसे समय में ये पर्यावरण कार्यकर्ता उन चुनिंदा लोगों में हैं, जो हमारे साझा भविष्य की रक्षा कर रहे हैं।': [1263, 1326, 1504, 1394]
- zodiac-name: धनु: [1207, 1990, 1228, 2008]
